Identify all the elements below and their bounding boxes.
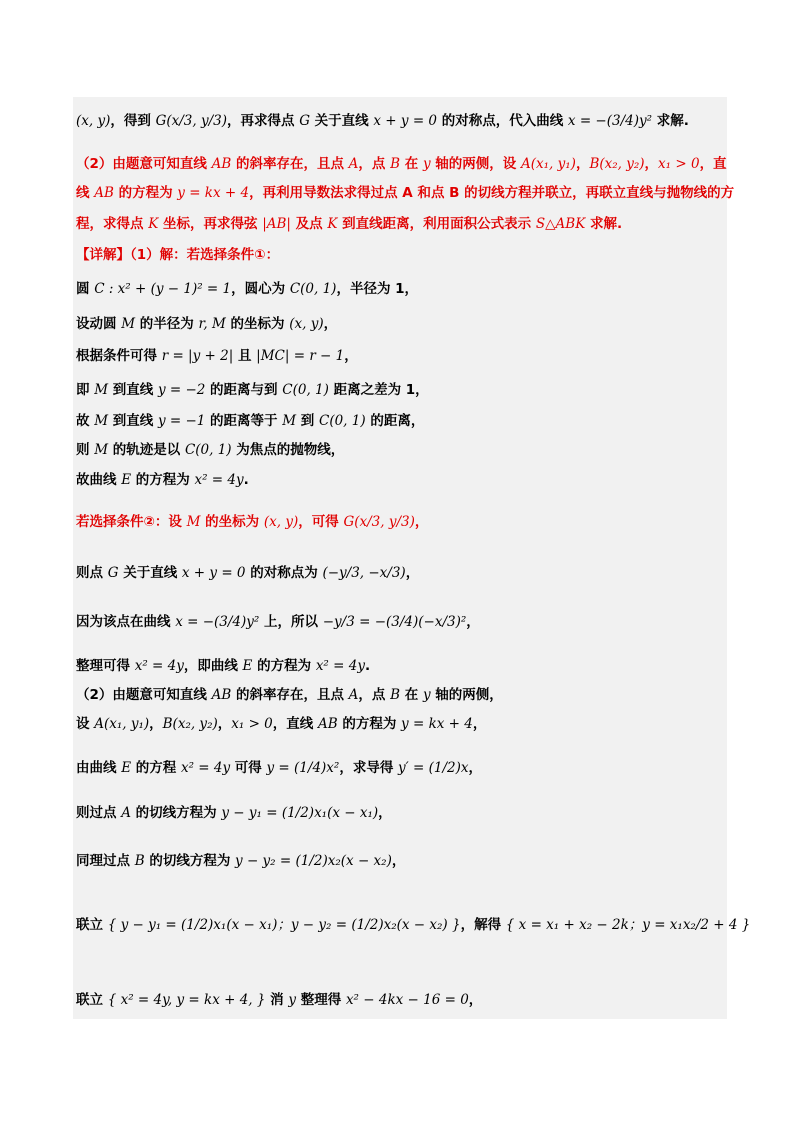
text-line: 即 M 到直线 y = −2 的距离与到 C(0, 1) 距离之差为 1， (76, 382, 429, 398)
solution-panel (73, 97, 751, 1019)
text-line: 根据条件可得 r = |y + 2| 且 |MC| = r − 1， (76, 348, 358, 364)
text-line: 因为该点在曲线 x = −(3/4)y² 上，所以 −y/3 = −(3/4)(−x/3)²， (76, 614, 480, 630)
text-line: (x, y)，得到 G(x/3, y/3)，再求得点 G 关于直线 x + y = 0 的对称点，代入曲线 x = −(3/4)y² 求解. (76, 113, 689, 129)
text-line: 整理可得 x² = 4y，即曲线 E 的方程为 x² = 4y. (76, 658, 371, 674)
text-line: 若选择条件②：设 M 的坐标为 (x, y)，可得 G(x/3, y/3)， (76, 514, 429, 530)
text-line: 联立 { y − y₁ = (1/2)x₁(x − x₁)；y − y₂ = (1/2)x₂(x − x₂) }，解得 { x = x₁ + x₂ − 2k；y = x₁x₂/2 + 4 } (76, 917, 751, 933)
text-line: （2）由题意可知直线 AB 的斜率存在，且点 A，点 B 在 y 轴的两侧， (76, 687, 503, 703)
text-line: 联立 { x² = 4y, y = kx + 4, } 消 y 整理得 x² − 4kx − 16 = 0， (76, 992, 483, 1008)
text-line: 设 A(x₁, y₁)，B(x₂, y₂)，x₁ > 0，直线 AB 的方程为 y = kx + 4， (76, 716, 487, 732)
text-line: 设动圆 M 的半径为 r, M 的坐标为 (x, y)， (76, 316, 338, 332)
text-line: 程，求得点 K 坐标，再求得弦 |AB| 及点 K 到直线距离，利用面积公式表示 S△ABK 求解. (76, 216, 623, 232)
text-line: 故曲线 E 的方程为 x² = 4y. (76, 472, 249, 488)
text-line: 故 M 到直线 y = −1 的距离等于 M 到 C(0, 1) 的距离， (76, 413, 425, 429)
text-line: 则过点 A 的切线方程为 y − y₁ = (1/2)x₁(x − x₁)， (76, 805, 392, 821)
text-line: 则点 G 关于直线 x + y = 0 的对称点为 (−y/3, −x/3)， (76, 565, 420, 581)
text-line: 圆 C : x² + (y − 1)² = 1，圆心为 C(0, 1)，半径为 1， (76, 281, 419, 297)
text-line: 线 AB 的方程为 y = kx + 4，再利用导数法求得过点 A 和点 B 的切线方程并联立，再联立直线与抛物线的方 (76, 185, 735, 201)
text-line: 由曲线 E 的方程 x² = 4y 可得 y = (1/4)x²，求导得 y′ = (1/2)x， (76, 760, 482, 776)
text-line: 同理过点 B 的切线方程为 y − y₂ = (1/2)x₂(x − x₂)， (76, 853, 406, 869)
detail-tag: 【详解】 (76, 247, 130, 263)
text-line: （2）由题意可知直线 AB 的斜率存在，且点 A，点 B 在 y 轴的两侧，设 A(x₁, y₁)，B(x₂, y₂)，x₁ > 0，直 (76, 156, 727, 172)
text-line: 则 M 的轨迹是以 C(0, 1) 为焦点的抛物线， (76, 442, 345, 458)
detail-heading: 【详解】（1）解：若选择条件①： (76, 247, 280, 263)
